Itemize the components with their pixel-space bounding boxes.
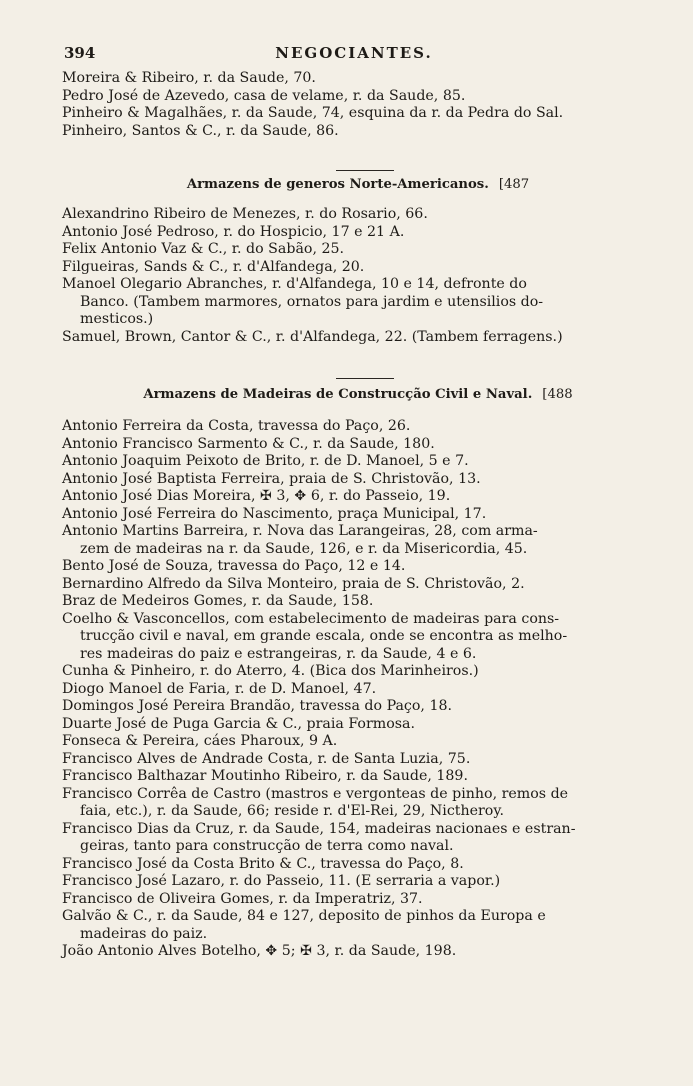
entry-line: Antonio Ferreira da Costa, travessa do Paço, 26. [62,418,411,434]
entry-line: Antonio Francisco Sarmento & C., r. da Saude, 180. [62,435,435,452]
directory-entry [62,786,654,821]
entry-line: Duarte José de Puga Garcia & C., praia Formosa. [62,715,416,732]
entry-line: Manoel Olegario Abranches, r. d'Alfandega, 10 e 14, defronte do [62,276,527,292]
directory-entry [62,576,654,594]
entry-line: Bento José de Souza, travessa do Paço, 12 e 14. [62,558,406,574]
entry-continuation-line: trucção civil e naval, em grande escala, onde se encontra as melho- [80,628,568,644]
directory-entry [62,329,654,347]
entry-line: João Antonio Alves Botelho, ✥ 5; ✠ 3, r. da Saude, 198. [62,943,457,959]
page-number: 394 [64,44,96,62]
directory-entry [62,523,654,558]
entry-continuation-line: zem de madeiras na r. da Saude, 126, e r. da Misericordia, 45. [80,540,528,557]
entry-line: Antonio José Pedroso, r. do Hospicio, 17 e 21 A. [62,223,405,240]
entry-line: Galvão & C., r. da Saude, 84 e 127, deposito de pinhos da Europa e [62,908,546,924]
entry-line: Alexandrino Ribeiro de Menezes, r. do Rosario, 66. [62,206,428,222]
entry-line: Pinheiro, Santos & C., r. da Saude, 86. [62,122,339,139]
entry-line: Bernardino Alfredo da Silva Monteiro, praia de S. Christovão, 2. [62,575,525,592]
top-entries [62,70,654,140]
directory-entry [62,436,654,454]
directory-entry [62,873,654,891]
entry-line: Francisco Alves de Andrade Costa, r. de Santa Luzia, 75. [62,750,471,767]
directory-entry [62,224,654,242]
directory-entry [62,418,654,436]
entry-line: Antonio José Baptista Ferreira, praia de S. Christovão, 13. [62,470,481,487]
directory-entry [62,768,654,786]
directory-entry [62,488,654,506]
entry-line: Antonio Joaquim Peixoto de Brito, r. de D. Manoel, 5 e 7. [62,453,469,469]
entry-line: Francisco José da Costa Brito & C., travessa do Paço, 8. [62,855,464,872]
section-entries-norte-americanos [62,206,654,346]
directory-entry [62,471,654,489]
section-heading-madeiras [62,387,654,402]
entry-line: Samuel, Brown, Cantor & C., r. d'Alfandega, 22. (Tambem ferragens.) [62,328,563,345]
entry-continuation-line: faia, etc.), r. da Saude, 66; reside r. d'El-Rei, 29, Nictheroy. [80,803,504,819]
entry-line: Diogo Manoel de Faria, r. de D. Manoel, 47. [62,680,377,697]
directory-entry [62,821,654,856]
directory-entry [62,681,654,699]
directory-entry [62,506,654,524]
directory-entry [62,943,654,961]
directory-entry [62,891,654,909]
directory-entry [62,276,654,329]
directory-entry [62,663,654,681]
directory-entry [62,241,654,259]
entry-line: Braz de Medeiros Gomes, r. da Saude, 158. [62,593,374,609]
directory-entry [62,593,654,611]
section-divider [336,378,394,379]
entry-line: Moreira & Ribeiro, r. da Saude, 70. [62,70,316,86]
entry-line: Fonseca & Pereira, cáes Pharoux, 9 A. [62,733,338,749]
entry-continuation-line: madeiras do paiz. [80,925,208,942]
entry-line: Domingos José Pereira Brandão, travessa do Paço, 18. [62,698,453,714]
directory-entry [62,123,654,141]
entry-line: Cunha & Pinheiro, r. do Aterro, 4. (Bica dos Marinheiros.) [62,663,479,679]
directory-entry [62,908,654,943]
entry-line: Antonio Martins Barreira, r. Nova das Larangeiras, 28, com arma- [62,523,538,539]
entry-continuation-line: geiras, tanto para construcção de terra como naval. [80,838,454,854]
directory-entry [62,611,654,664]
entry-continuation-line: res madeiras do paiz e estrangeiras, r. da Saude, 4 e 6. [80,645,477,662]
entry-continuation-line: mesticos.) [80,311,154,327]
directory-entry [62,716,654,734]
directory-entry [62,856,654,874]
section-entries-madeiras [62,418,654,961]
section-number: [487 [498,177,530,192]
directory-entry [62,558,654,576]
directory-entry [62,206,654,224]
directory-entry [62,105,654,123]
section-heading-norte-americanos [62,177,654,192]
section-divider [336,170,394,171]
entry-line: Francisco de Oliveira Gomes, r. da Imperatriz, 37. [62,890,423,907]
entry-line: Felix Antonio Vaz & C., r. do Sabão, 25. [62,241,345,257]
directory-entry [62,733,654,751]
entry-continuation-line: Banco. (Tambem marmores, ornatos para jardim e utensilios do- [80,293,544,310]
entry-line: Francisco Dias da Cruz, r. da Saude, 154, madeiras nacionaes e estran- [62,820,576,837]
entry-line: Antonio José Ferreira do Nascimento, praça Municipal, 17. [62,505,487,522]
directory-entry [62,751,654,769]
entry-line: Pinheiro & Magalhães, r. da Saude, 74, esquina da r. da Pedra do Sal. [62,105,564,121]
section-title: Armazens de Madeiras de Construcção Civil e Naval. [143,387,533,402]
directory-entry [62,453,654,471]
directory-entry [62,259,654,277]
page-header [64,44,644,64]
entry-line: Francisco Corrêa de Castro (mastros e vergonteas de pinho, remos de [62,785,569,802]
running-title: NEGOCIANTES. [275,44,433,62]
entry-line: Antonio José Dias Moreira, ✠ 3, ✥ 6, r. do Passeio, 19. [62,488,451,504]
directory-entry [62,70,654,88]
directory-entry [62,698,654,716]
entry-line: Pedro José de Azevedo, casa de velame, r. da Saude, 85. [62,87,466,104]
entry-line: Francisco José Lazaro, r. do Passeio, 11. (E serraria a vapor.) [62,873,501,889]
entry-line: Filgueiras, Sands & C., r. d'Alfandega, 20. [62,258,365,275]
section-title: Armazens de generos Norte-Americanos. [186,177,489,192]
directory-entry [62,88,654,106]
entry-line: Coelho & Vasconcellos, com estabelecimento de madeiras para cons- [62,610,560,627]
entry-line: Francisco Balthazar Moutinho Ribeiro, r. da Saude, 189. [62,768,468,784]
section-number: [488 [542,387,573,402]
